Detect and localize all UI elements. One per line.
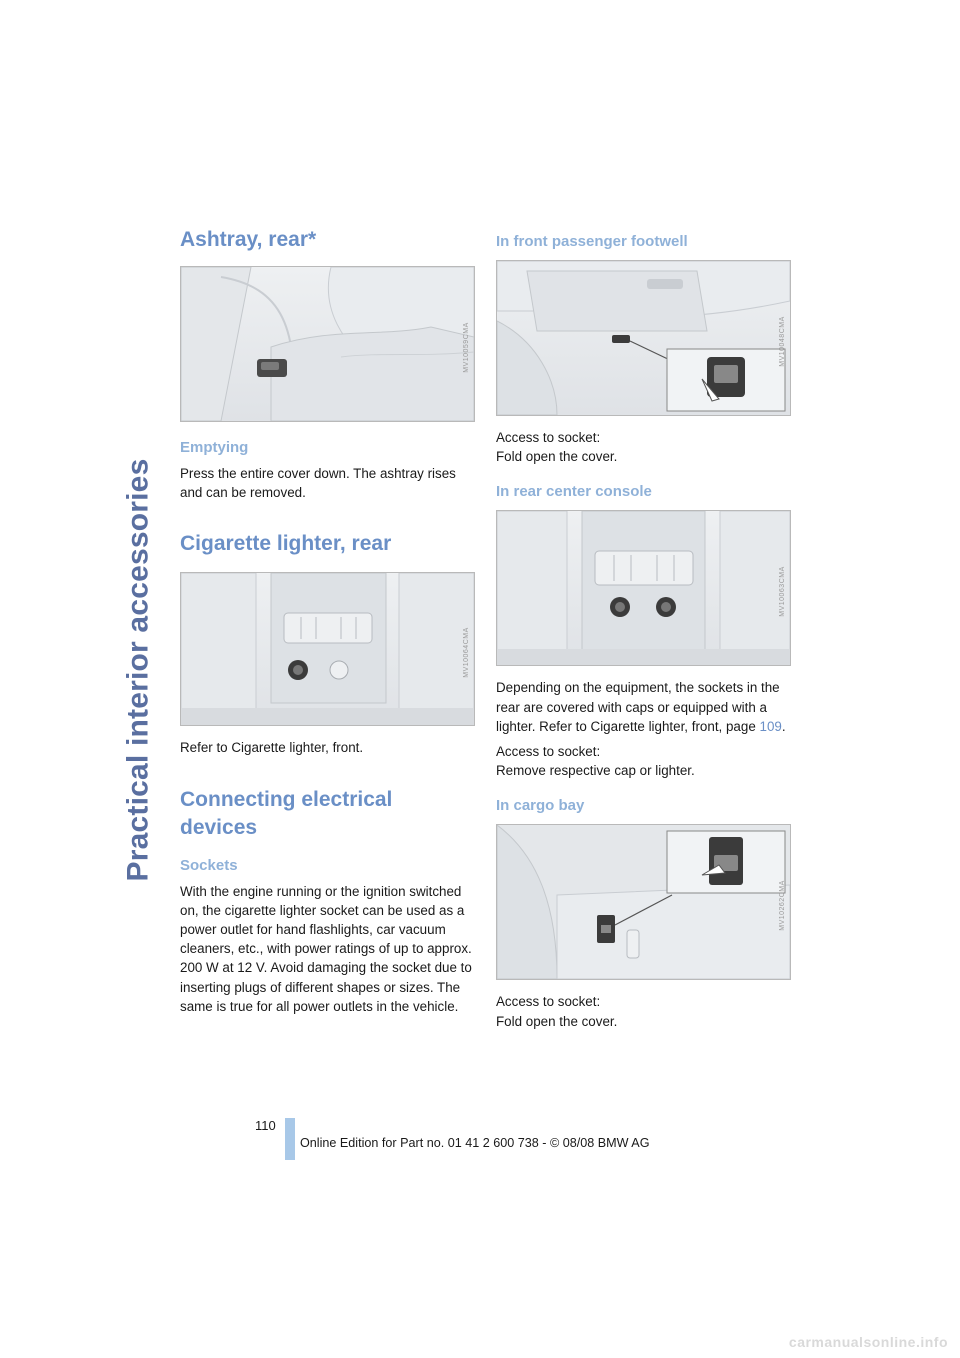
- figure-code: MV10048CMA: [779, 316, 787, 367]
- site-watermark: carmanualsonline.info: [788, 1334, 948, 1350]
- ashtray-heading: Ashtray, rear*: [180, 228, 317, 251]
- ashtray-illustration: [181, 267, 474, 421]
- footwell-text-2: Fold open the cover.: [496, 449, 618, 465]
- footwell-text-1: Access to socket:: [496, 430, 601, 445]
- emptying-heading: Emptying: [180, 439, 249, 456]
- right-column: [496, 222, 791, 1031]
- cargo-text-2: Fold open the cover.: [496, 1013, 618, 1029]
- page-reference-link[interactable]: 109: [759, 718, 782, 734]
- footwell-figure: [496, 260, 791, 416]
- rear-lighter-figure: [180, 572, 475, 726]
- lighter-text: Refer to Cigarette lighter, front.: [180, 740, 364, 756]
- sockets-text: With the engine running or the ignition switched on, the cigarette lighter socket can be used as a power outlet for hand flashlights, car vacuum cleaners, etc., with power ratings of up to approx. 200 W at 12 V. Avoid damaging the socket due to inserting plugs of different shapes or sizes. The same is true for all power outlets in the vehicle.: [180, 883, 472, 1014]
- sockets-heading: Sockets: [180, 856, 238, 874]
- footwell-illustration: [497, 261, 790, 415]
- cargo-illustration: [497, 825, 790, 979]
- section-side-title: Practical interior accessories: [121, 458, 155, 882]
- left-column: [180, 222, 475, 1016]
- console-text: Depending on the equipment, the sockets in the rear are covered with caps or equipped with a lighter. Refer to Cigarette lighter, front, page 109.: [496, 680, 786, 734]
- console-access-2: Remove respective cap or lighter.: [496, 763, 695, 779]
- console-access-1: Access to socket:: [496, 744, 601, 760]
- ashtray-figure: [180, 266, 475, 422]
- footer-accent-bar: [285, 1118, 295, 1160]
- page-number: 110: [255, 1118, 276, 1133]
- cargo-figure: [496, 824, 791, 980]
- lighter-heading: Cigarette lighter, rear: [180, 532, 392, 556]
- console-illustration: [497, 511, 790, 665]
- edition-note: Online Edition for Part no. 01 41 2 600 738 - © 08/08 BMW AG: [300, 1136, 650, 1150]
- footwell-heading: In front passenger footwell: [496, 233, 688, 250]
- emptying-text: Press the entire cover down. The ashtray rises and can be removed.: [180, 466, 456, 501]
- figure-code: MV10064CMA: [463, 627, 471, 679]
- rear-lighter-illustration: [181, 573, 474, 725]
- cargo-heading: In cargo bay: [496, 797, 585, 815]
- connecting-devices-heading: Connecting electrical devices: [180, 787, 393, 839]
- cargo-text-1: Access to socket:: [496, 994, 601, 1010]
- figure-code: MV10059CMA: [463, 322, 471, 373]
- figure-code: MV10262CMA: [779, 880, 787, 932]
- figure-code: MV10063CMA: [779, 566, 787, 618]
- console-heading: In rear center console: [496, 483, 652, 501]
- console-figure: [496, 510, 791, 666]
